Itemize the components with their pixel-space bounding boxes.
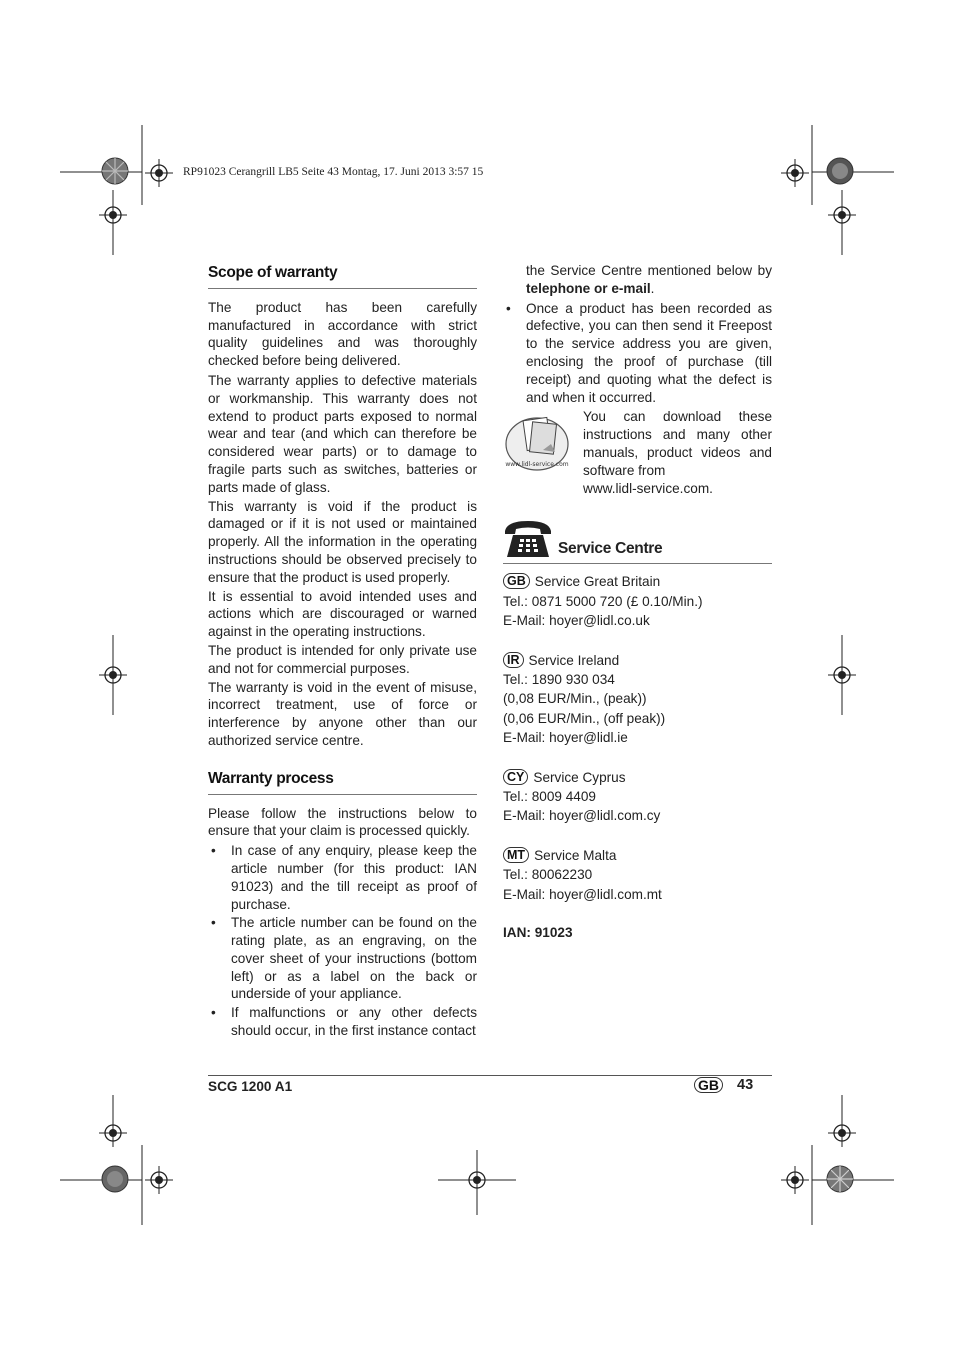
- service-line: E-Mail: hoyer@lidl.com.cy: [503, 808, 661, 824]
- country-badge: CY: [503, 769, 528, 785]
- service-country-cy: [503, 768, 772, 826]
- color-calibration-wheel-icon: [101, 157, 129, 185]
- registration-mark-icon: [828, 1119, 856, 1147]
- service-line: (0,06 EUR/Min., (off peak)): [503, 710, 666, 726]
- service-centre-header: [503, 519, 772, 564]
- model-number: SCG 1200 A1: [208, 1079, 293, 1094]
- service-line: E-Mail: hoyer@lidl.ie: [503, 730, 628, 746]
- footer-page-info: [694, 1077, 753, 1093]
- country-badge: MT: [503, 847, 529, 863]
- registration-mark-icon: [828, 661, 856, 689]
- list-item-continuation: the Service Centre mentioned below by telephone or e-mail.: [526, 263, 772, 296]
- service-line: Tel.: 1890 930 034: [503, 671, 615, 687]
- registration-mark-icon: [99, 661, 127, 689]
- process-intro: Please follow the instructions below to ensure that your claim is processed quickly.: [208, 805, 477, 839]
- service-country-mt: [503, 846, 772, 904]
- registration-mark-icon: [99, 1119, 127, 1147]
- manual-download-icon: [503, 410, 571, 472]
- registration-mark-icon: [99, 201, 127, 229]
- color-calibration-wheel-icon: [826, 157, 854, 185]
- service-name: Service Malta: [534, 847, 617, 863]
- registration-mark-icon: [781, 1166, 809, 1194]
- list-item: • Once a product has been recorded as defective, you can then send it Freepost to the service address you are given, enclosing the proof of purchase (till receipt) and quoting what the defect is and when it occurred.: [503, 300, 772, 407]
- service-country-ir: [503, 651, 772, 748]
- print-job-info: RP91023 Cerangrill LB5 Seite 43 Montag, 17. Juni 2013 3:57 15: [183, 166, 484, 178]
- country-badge: IR: [503, 652, 524, 668]
- download-text: You can download these instructions and many other manuals, product videos and software from www.lidl-service.com.: [583, 409, 772, 496]
- service-line: Tel.: 8009 4409: [503, 789, 596, 805]
- service-line: (0,08 EUR/Min., (peak)): [503, 691, 647, 707]
- registration-mark-icon: [463, 1166, 491, 1194]
- service-centre-heading: Service Centre: [558, 539, 663, 557]
- scope-paragraph: The warranty applies to defective materials or workmanship. This warranty does not extend to product parts exposed to normal wear and tear (and which can therefore be considered wear parts) or to damage to fragile parts such as switches, batteries or parts made of glass.: [208, 372, 477, 495]
- service-country-gb: [503, 572, 772, 630]
- page-number: 43: [737, 1077, 754, 1093]
- service-line: Tel.: 0871 5000 720 (£ 0.10/Min.): [503, 593, 703, 609]
- country-badge: GB: [503, 573, 530, 589]
- scope-paragraph: The product is intended for only private use and not for commercial purposes.: [208, 642, 477, 676]
- list-item: • The article number can be found on the rating plate, as an engraving, on the cover sheet of your instructions (bottom left) or as a label on the back or underside of your appliance.: [208, 914, 477, 1003]
- color-calibration-wheel-icon: [826, 1165, 854, 1193]
- list-item: • If malfunctions or any other defects should occur, in the first instance contact: [208, 1004, 477, 1040]
- scope-paragraph: It is essential to avoid intended uses and actions which are discouraged or warned against in the operating instructions.: [208, 588, 477, 640]
- right-column: [503, 262, 772, 942]
- download-url: www.lidl-service.com.: [583, 480, 713, 496]
- footer-divider: [208, 1075, 772, 1076]
- service-line: Tel.: 80062230: [503, 867, 593, 883]
- list-item: • In case of any enquiry, please keep the article number (for this product: IAN 91023) and the till receipt as proof of purchase.: [208, 842, 477, 913]
- registration-mark-icon: [145, 1166, 173, 1194]
- service-name: Service Ireland: [528, 652, 620, 668]
- registration-mark-icon: [828, 201, 856, 229]
- telephone-icon: [503, 519, 553, 559]
- scope-paragraph: The warranty is void in the event of misuse, incorrect treatment, use of force or interference by anyone other than our authorized service centre.: [208, 679, 477, 748]
- scope-paragraph: This warranty is void if the product is damaged or if it is not used or maintained properly. All the information in the operating instructions should be observed precisely to ensure that the product is used properly.: [208, 498, 477, 585]
- scope-heading: Scope of warranty: [208, 262, 477, 289]
- service-line: E-Mail: hoyer@lidl.com.mt: [503, 886, 662, 902]
- color-calibration-wheel-icon: [101, 1165, 129, 1193]
- contact-method: telephone or e-mail: [526, 280, 651, 296]
- registration-mark-icon: [781, 159, 809, 187]
- left-column: [208, 262, 477, 1041]
- process-heading: Warranty process: [208, 768, 477, 795]
- registration-mark-icon: [145, 159, 173, 187]
- process-list-continued: [503, 300, 772, 407]
- process-list: [208, 842, 477, 1040]
- download-block: [503, 408, 772, 497]
- scope-paragraph: The product has been carefully manufactured in accordance with strict quality guidelines and was thoroughly checked before being delivered.: [208, 299, 477, 369]
- service-name: Service Cyprus: [533, 769, 626, 785]
- icon-url-label: www.lidl-service.com: [505, 461, 569, 469]
- ian-number: IAN: 91023: [503, 925, 573, 941]
- service-line: E-Mail: hoyer@lidl.co.uk: [503, 613, 650, 629]
- service-name: Service Great Britain: [534, 574, 661, 590]
- language-badge: GB: [694, 1077, 723, 1093]
